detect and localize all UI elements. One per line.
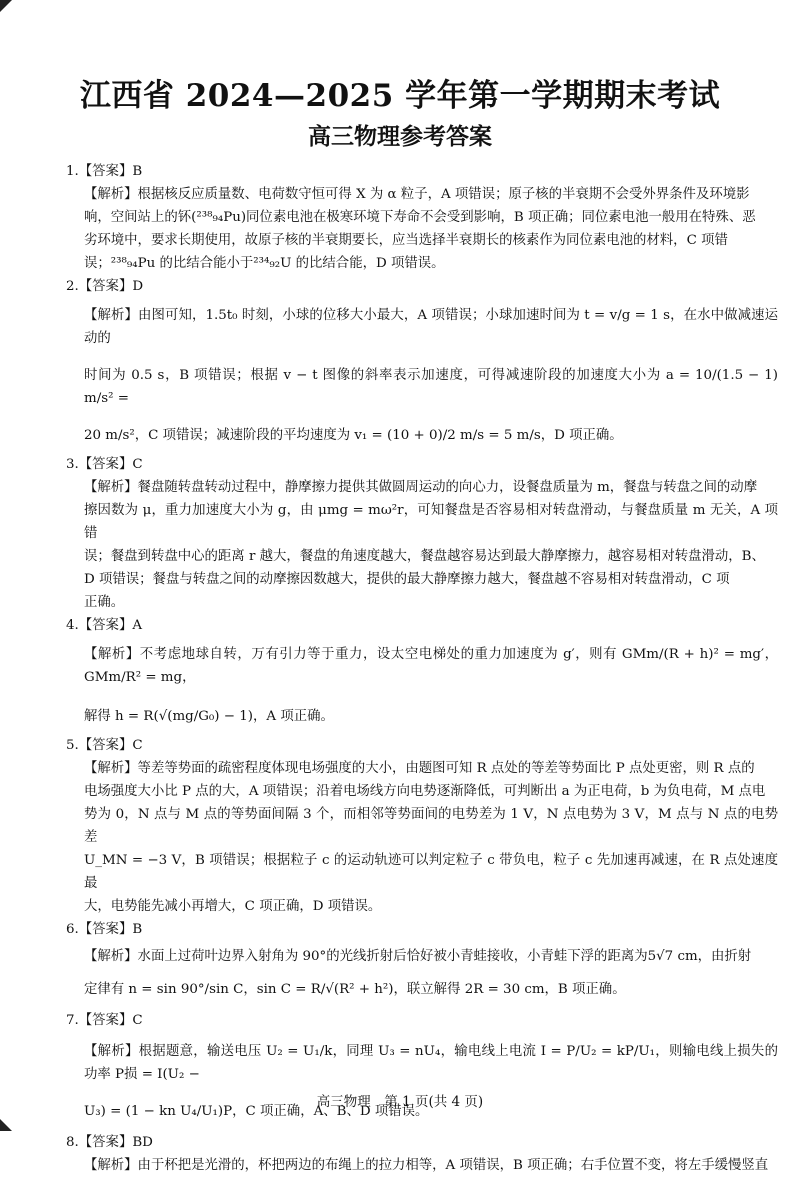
explanation-line: 正确。 (84, 595, 125, 610)
explanation-line: D 项错误；餐盘与转盘之间的动摩擦因数越大，提供的最大静摩擦力越大，餐盘越不容易相对转盘滑动，C 项 (84, 572, 730, 587)
explanation-line: 【解析】根据核反应质量数、电荷数守恒可得 X 为 α 粒子，A 项错误；原子核的半衰期不会受外界条件及环境影 (84, 187, 750, 202)
answer-label: 7.【答案】C (66, 1013, 143, 1028)
explanation-line: 【解析】餐盘随转盘转动过程中，静摩擦力提供其做圆周运动的向心力，设餐盘质量为 m，餐盘与转盘之间的动摩 (84, 480, 758, 495)
explanation-line: 20 m/s²，C 项错误；减速阶段的平均速度为 v₁ = (10 + 0)/2 m/s = 5 m/s，D 项正确。 (84, 428, 623, 443)
explanation-line: 时间为 0.5 s，B 项错误；根据 v − t 图像的斜率表示加速度，可得减速阶段的加速度大小为 a = 10/(1.5 − 1) m/s² = (84, 368, 778, 406)
answer-label: 3.【答案】C (66, 457, 143, 472)
page-title: 江西省 2024—2025 学年第一学期期末考试 (79, 78, 721, 114)
answer-item (64, 614, 778, 728)
explanation-line: 【解析】不考虑地球自转，万有引力等于重力，设太空电梯处的重力加速度为 g′，则有 GMm/(R + h)² = mg′，GMm/R² = mg， (84, 647, 778, 685)
explanation-line: 电场强度大小比 P 点的大，A 项错误；沿着电场线方向电势逐渐降低，可判断出 a 为正电荷，b 为负电荷，M 点电 (84, 784, 766, 799)
explanation (84, 304, 778, 447)
explanation-line: 【解析】由图可知，1.5t₀ 时刻，小球的位移大小最大，A 项错误；小球加速时间为 t = v/g = 1 s，在水中做减速运动的 (84, 308, 778, 346)
explanation-line: 响，空间站上的钚(²³⁸₉₄Pu)同位素电池在极寒环境下寿命不会受到影响，B 项正确；同位素电池一般用在特殊、恶 (84, 210, 756, 225)
explanation-line: 擦因数为 μ，重力加速度大小为 g，由 μmg = mω²r，可知餐盘是否容易相对转盘滑动，与餐盘质量 m 无关，A 项错 (84, 503, 778, 541)
explanation (84, 643, 778, 728)
answer-label: 6.【答案】B (66, 922, 143, 937)
explanation-line: 【解析】水面上过荷叶边界入射角为 90°的光线折射后恰好被小青蛙接收，小青蛙下浮的距离为5√7 cm，由折射 (84, 949, 752, 964)
explanation (84, 757, 778, 918)
explanation-line: U₃) = (1 − kn U₄/U₁)P，C 项正确，A、B、D 项错误。 (84, 1104, 429, 1119)
explanation-line: 解得 h = R(√(mg/G₀) − 1)，A 项正确。 (84, 709, 334, 724)
answer-item (64, 734, 778, 918)
answer-item (64, 1131, 778, 1177)
explanation-line: 【解析】等差等势面的疏密程度体现电场强度的大小，由题图可知 R 点处的等差等势面比 P 点处更密，则 R 点的 (84, 761, 755, 776)
explanation-line: U_MN = −3 V，B 项错误；根据粒子 c 的运动轨迹可以判定粒子 c 带负电，粒子 c 先加速再减速，在 R 点处速度最 (84, 853, 778, 891)
answer-item (64, 160, 778, 275)
explanation-line: 势为 0，N 点与 M 点的等势面间隔 3 个，而相邻等势面间的电势差为 1 V，N 点电势为 3 V，M 点与 N 点的电势差 (84, 807, 778, 845)
answer-item (64, 275, 778, 447)
explanation-line: 大，电势能先减小再增大，C 项正确，D 项错误。 (84, 899, 382, 914)
page-corner-mark (0, 1119, 12, 1131)
explanation-line: 【解析】由于杯把是光滑的，杯把两边的布绳上的拉力相等，A 项错误，B 项正确；右手位置不变，将左手缓慢竖直 (84, 1158, 769, 1173)
explanation (84, 1154, 778, 1177)
answer-label: 4.【答案】A (66, 618, 143, 633)
explanation (84, 945, 778, 1001)
explanation-line: 误；餐盘到转盘中心的距离 r 越大，餐盘的角速度越大，餐盘越容易达到最大静摩擦力，越容易相对转盘滑动，B、 (84, 549, 765, 564)
answer-label: 5.【答案】C (66, 738, 143, 753)
answer-item (64, 918, 778, 1001)
explanation (84, 183, 778, 275)
explanation-line: 误；²³⁸₉₄Pu 的比结合能小于²³⁴₉₂U 的比结合能，D 项错误。 (84, 256, 445, 271)
answer-label: 1.【答案】B (66, 164, 143, 179)
explanation (84, 1040, 778, 1123)
explanation-line: 定律有 n = sin 90°/sin C，sin C = R/√(R² + h²)，联立解得 2R = 30 cm，B 项正确。 (84, 982, 626, 997)
explanation-line: 【解析】根据题意，输送电压 U₂ = U₁/k，同理 U₃ = nU₄，输电线上电流 I = P/U₂ = kP/U₁，则输电线上损失的功率 P损 = I(U₂ − (84, 1044, 778, 1082)
answer-label: 2.【答案】D (66, 279, 144, 294)
page-corner-mark (0, 0, 12, 12)
answer-list (64, 160, 778, 1177)
explanation (84, 476, 778, 614)
page-footer: 高三物理 第 1 页(共 4 页) (316, 1094, 484, 1110)
answer-item (64, 453, 778, 614)
explanation-line: 劣环境中，要求长期使用，故原子核的半衰期要长，应当选择半衰期长的核素作为同位素电池的材料，C 项错 (84, 233, 728, 248)
answer-label: 8.【答案】BD (66, 1135, 153, 1150)
page-subtitle: 高三物理参考答案 (308, 124, 492, 150)
